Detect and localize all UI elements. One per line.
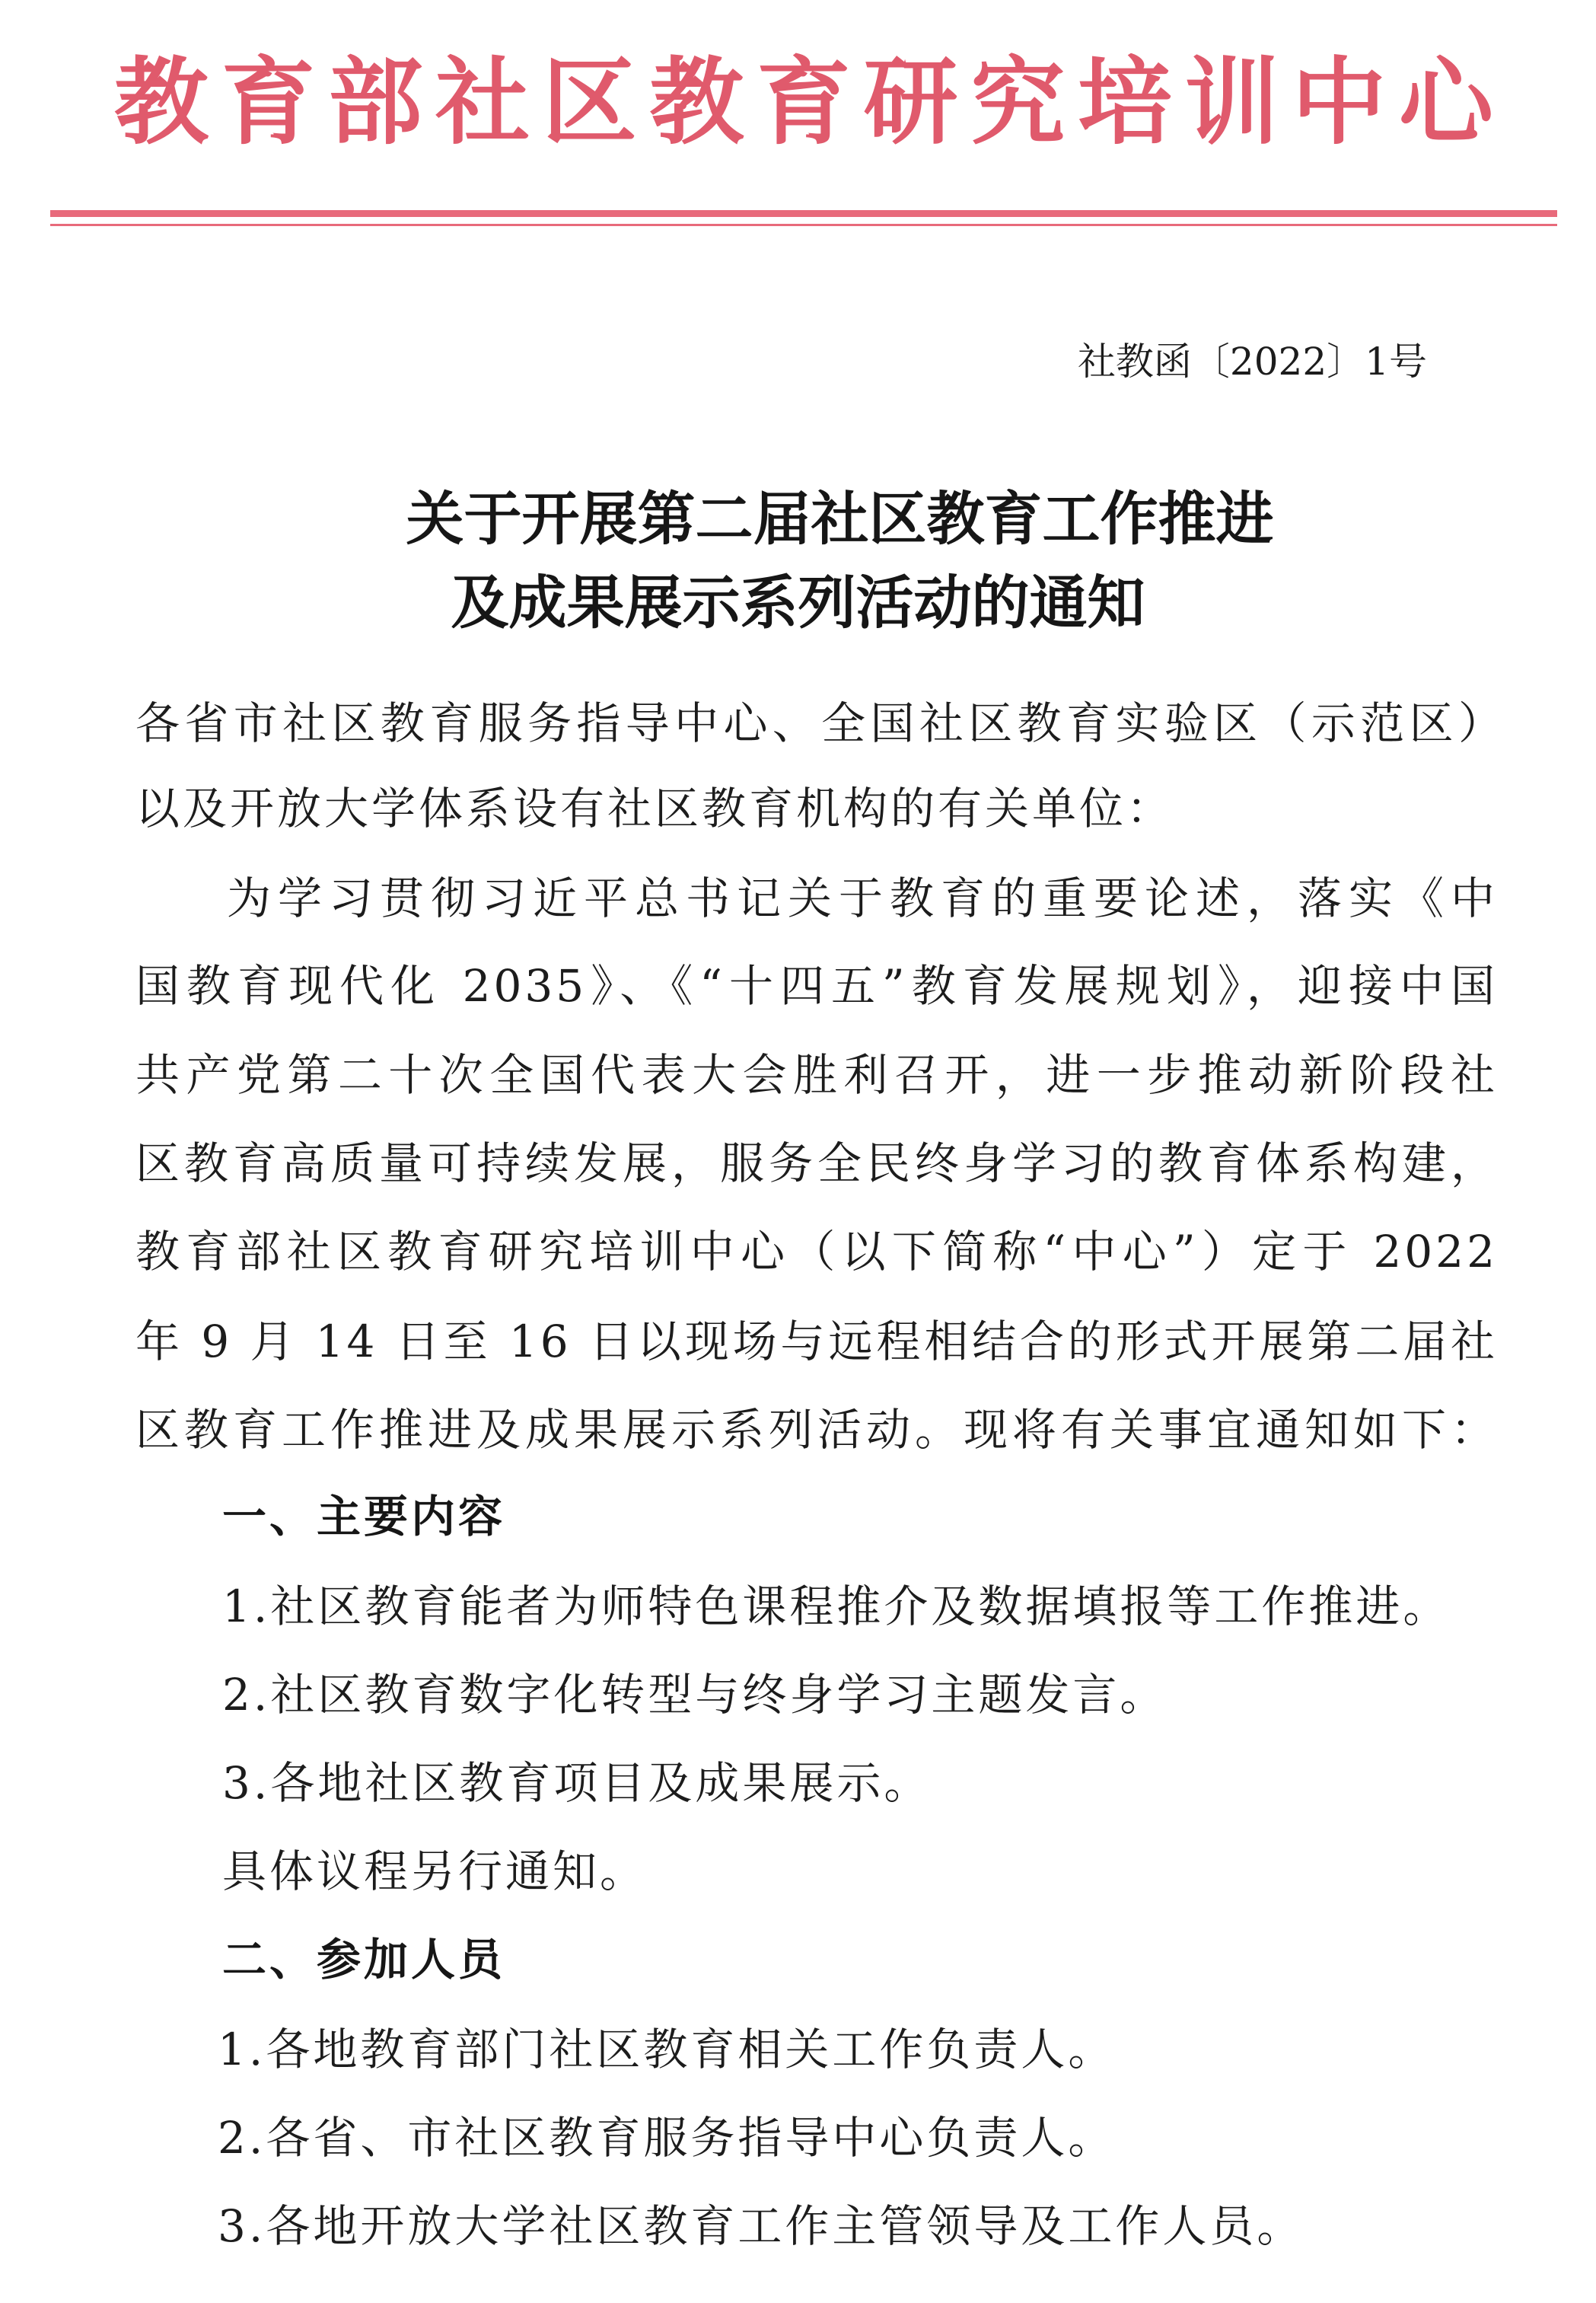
intro-line-2: 国教育现代化 2035》、《“十四五”教育发展规划》，迎接中国 (135, 960, 1498, 1012)
letterhead-rule-thick (50, 210, 1557, 217)
intro-line-4: 区教育高质量可持续发展，服务全民终身学习的教育体系构建， (135, 1137, 1498, 1189)
section-1-item-3: 3.各地社区教育项目及成果展示。 (222, 1757, 932, 1809)
document-title-line-2: 及成果展示系列活动的通知 (451, 569, 1145, 636)
addressee-line-1: 各省市社区教育服务指导中心、全国社区教育实验区（示范区） (135, 697, 1505, 749)
section-2-heading: 二、参加人员 (222, 1934, 506, 1986)
section-2-item-2: 2.各省、市社区教育服务指导中心负责人。 (218, 2112, 1116, 2164)
document-title-line-1: 关于开展第二届社区教育工作推进 (406, 485, 1274, 553)
intro-line-3: 共产党第二十次全国代表大会胜利召开，进一步推动新阶段社 (135, 1049, 1498, 1101)
section-2-item-1: 1.各地教育部门社区教育相关工作负责人。 (218, 2024, 1116, 2075)
section-1-note: 具体议程另行通知。 (222, 1845, 648, 1897)
section-2-item-3: 3.各地开放大学社区教育工作主管领导及工作人员。 (218, 2200, 1305, 2252)
intro-line-7: 区教育工作推进及成果展示系列活动。现将有关事宜通知如下： (135, 1404, 1498, 1456)
letterhead-org-name: 教育部社区教育研究培训中心 (114, 47, 1499, 158)
intro-line-5: 教育部社区教育研究培训中心（以下简称“中心”）定于 2022 (135, 1226, 1498, 1277)
section-1-item-2: 2.社区教育数字化转型与终身学习主题发言。 (222, 1669, 1168, 1721)
document-number: 社教函〔2022〕1号 (1077, 340, 1427, 384)
addressee-line-2: 以及开放大学体系设有社区教育机构的有关单位： (135, 783, 1174, 834)
letterhead-rule-thin (50, 224, 1557, 226)
section-1-item-1: 1.社区教育能者为师特色课程推介及数据填报等工作推进。 (222, 1581, 1451, 1632)
intro-line-6: 年 9 月 14 日至 16 日以现场与远程相结合的形式开展第二届社 (135, 1316, 1498, 1367)
section-1-heading: 一、主要内容 (222, 1491, 506, 1542)
intro-line-1: 为学习贯彻习近平总书记关于教育的重要论述，落实《中 (227, 872, 1498, 924)
